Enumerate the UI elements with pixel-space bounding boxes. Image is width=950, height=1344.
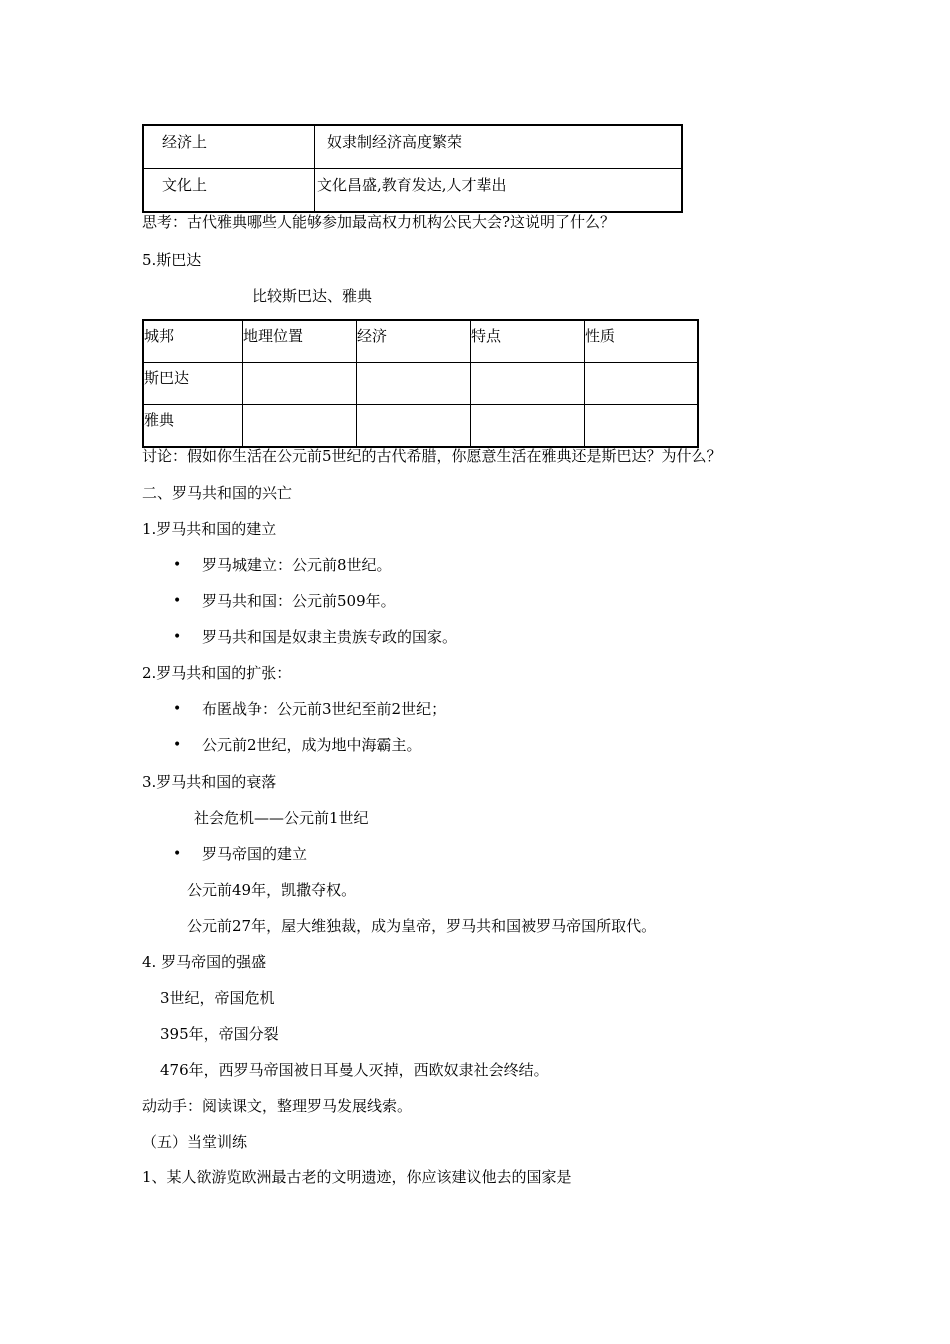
section-4-title: 4. 罗马帝国的强盛 [142,953,267,971]
list-item: 罗马共和国是奴隶主贵族专政的国家。 [202,628,458,646]
table-cell [357,405,471,448]
part-5-title: （五）当堂训练 [142,1133,248,1151]
crisis-line: 社会危机——公元前1世纪 [194,809,369,827]
bullet-icon: • [173,557,182,573]
table-cell: 雅典 [143,405,243,448]
bullet-icon: • [173,846,182,862]
text-line: 3世纪，帝国危机 [160,989,275,1007]
text-line: 476年，西罗马帝国被日耳曼人灭掉，西欧奴隶社会终结。 [160,1061,549,1079]
table-row [143,125,682,169]
section-3-title: 3.罗马共和国的衰落 [142,773,277,791]
table-cell [243,363,357,405]
row-label: 经济上 [143,125,315,169]
table-cell [357,363,471,405]
bullet-icon: • [173,701,182,717]
table-cell [243,405,357,448]
table-cell [585,363,699,405]
text-line: 公元前27年，屋大维独裁，成为皇帝，罗马共和国被罗马帝国所取代。 [187,917,657,935]
header-cell: 经济 [357,320,471,363]
section-2-title: 2.罗马共和国的扩张： [142,664,292,682]
row-value: 奴隶制经济高度繁荣 [315,125,683,169]
discussion-question: 讨论：假如你生活在公元前5世纪的古代希腊，你愿意生活在雅典还是斯巴达？为什么？ [142,447,722,465]
table-cell [471,405,585,448]
bullet-icon: • [173,593,182,609]
table-cell: 斯巴达 [143,363,243,405]
think-question: 思考：古代雅典哪些人能够参加最高权力机构公民大会?这说明了什么？ [142,213,616,231]
table-header-row [143,320,698,363]
header-cell: 特点 [471,320,585,363]
header-cell: 城邦 [143,320,243,363]
compare-title: 比较斯巴达、雅典 [252,287,373,305]
row-value: 文化昌盛,教育发达,人才辈出 [315,169,683,213]
bullet-icon: • [173,737,182,753]
header-cell: 性质 [585,320,699,363]
part-2-title: 二、罗马共和国的兴亡 [142,484,293,502]
activity-line: 动动手：阅读课文，整理罗马发展线索。 [142,1097,413,1115]
comparison-table [142,319,699,448]
question-1: 1、某人欲游览欧洲最古老的文明遗迹，你应该建议他去的国家是 [142,1168,572,1186]
bullet-icon: • [173,629,182,645]
row-label: 文化上 [143,169,315,213]
section-5-title: 5.斯巴达 [142,251,202,269]
table-row [143,169,682,213]
list-item: 罗马帝国的建立 [202,845,308,863]
list-item: 罗马共和国：公元前509年。 [202,592,396,610]
table-row [143,363,698,405]
economy-culture-table [142,124,683,213]
header-cell: 地理位置 [243,320,357,363]
text-line: 公元前49年，凯撒夺权。 [187,881,357,899]
text-line: 395年，帝国分裂 [160,1025,279,1043]
table-cell [585,405,699,448]
list-item: 布匿战争：公元前3世纪至前2世纪； [202,700,447,718]
list-item: 公元前2世纪，成为地中海霸主。 [202,736,422,754]
table-row [143,405,698,448]
list-item: 罗马城建立：公元前8世纪。 [202,556,392,574]
table-cell [471,363,585,405]
section-1-title: 1.罗马共和国的建立 [142,520,277,538]
